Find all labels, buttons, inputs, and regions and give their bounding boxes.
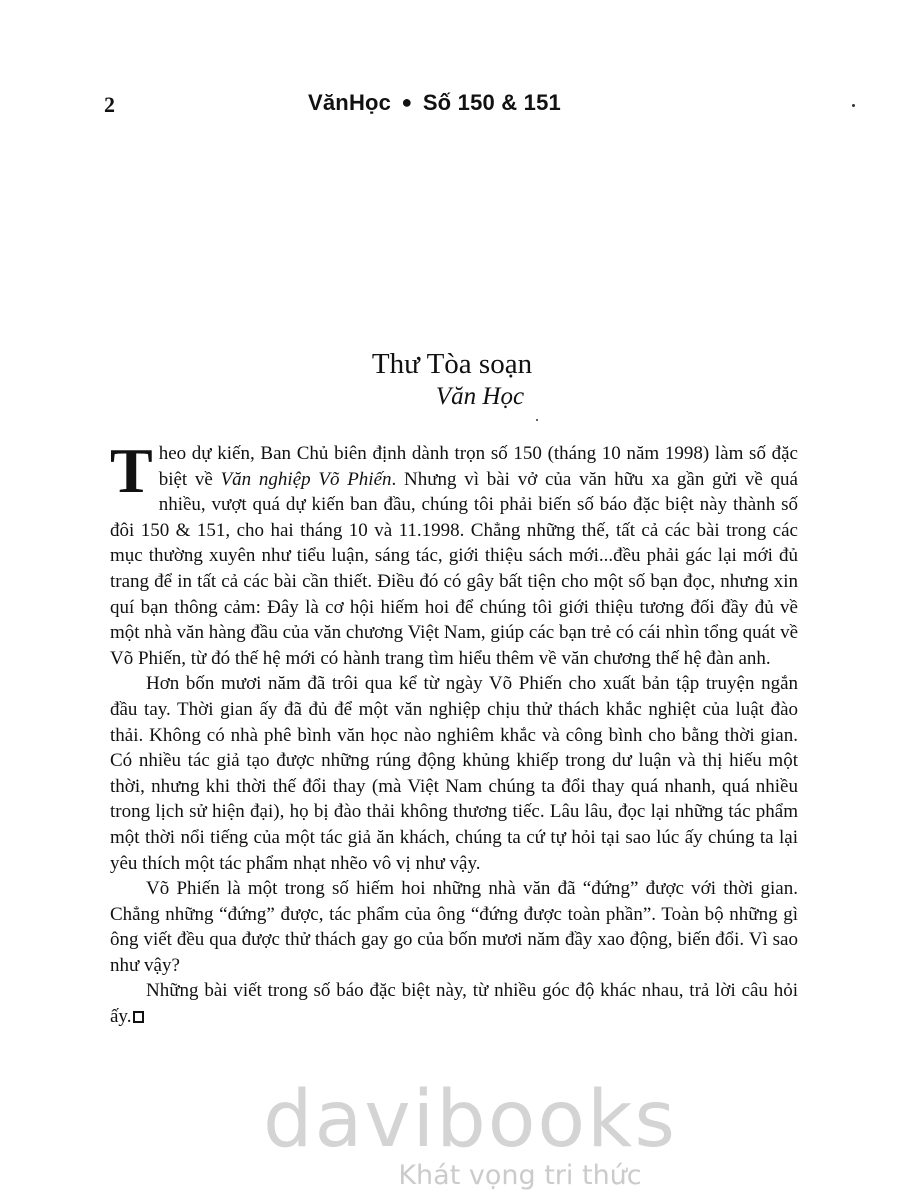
article-title: Thư Tòa soạn (371, 348, 533, 380)
issue-number: Số 150 & 151 (422, 90, 561, 115)
watermark (0, 1075, 900, 1192)
book-title: Văn nghiệp Võ Phiến (220, 468, 392, 490)
end-mark-icon (133, 1011, 144, 1023)
paragraph-3: Võ Phiến là một trong số hiếm hoi những nhà văn đã “đứng” được với thời gian. Chẳng những “đứng” được, tác phẩm của ông “đứng được toàn phần”. Toàn bộ những gì ông viết đều qua được thử thách gay go của bốn mươi năm đầy xao động, biến đổi. Vì sao như vậy? (110, 878, 798, 976)
paragraph-1-rest: . Nhưng vì bài vở của văn hữu xa gần gửi về quá nhiều, vượt quá dự kiến ban đầu, chúng tôi phải biến số báo đặc biệt này thành số đôi 150 & 151, cho hai tháng 10 và 11.1998. Chẳng những thế, tất cả các bài trong các mục thường xuyên như tiểu luận, sáng tác, giới thiệu sách mới...đều phải gác lại mới đủ trang để in tất cả các bài cần thiết. Điều đó có gây bất tiện cho một số bạn đọc, nhưng xin quí bạn thông cảm: Đây là cơ hội hiếm hoi để chúng tôi giới thiệu tương đối đầy đủ về một nhà văn hàng đầu của văn chương Việt Nam, giúp các bạn trẻ có cái nhìn tổng quát về Võ Phiến, từ đó thế hệ mới có hành trang tìm hiểu thêm về văn chương thế hệ đàn anh. (110, 468, 798, 669)
paragraph-4 (110, 978, 798, 1029)
article-body (110, 435, 798, 1030)
paragraph-2: Hơn bốn mươi năm đã trôi qua kể từ ngày Võ Phiến cho xuất bản tập truyện ngắn đầu tay. Thời gian ấy đã đủ để một văn nghiệp chịu thử thách khắc nghiệt của luật đào thải. Không có nhà phê bình văn học nào nghiêm khắc và công bình cho bằng thời gian. Có nhiều tác giả tạo được những rúng động khủng khiếp trong dư luận và thị hiếu một thời, nhưng khi thời thế đổi thay (mà Việt Nam chúng ta đổi thay quá nhanh, quá nhiều trong lịch sử hiện đại), họ bị đào thải không thương tiếc. Lâu lâu, đọc lại những tác phẩm một thời nổi tiếng của một tác giả ăn khách, chúng ta cứ tự hỏi tại sao lúc ấy chúng ta lại yêu thích một tác phẩm nhạt nhẽo vô vị như vậy. (110, 673, 798, 874)
bullet-icon: ● (401, 92, 413, 112)
paragraph-1 (110, 435, 798, 671)
paragraph-1-lead: heo dự kiến, Ban Chủ biên định dành trọn số 150 (tháng 10 năm 1998) làm số đặc biệt về (158, 443, 798, 490)
drop-cap: T (110, 435, 153, 506)
publication-name: VănHọc (308, 90, 392, 115)
scan-speck (536, 419, 538, 421)
watermark-tagline: Khát vọng tri thức (398, 1160, 642, 1191)
running-header (308, 90, 561, 116)
article-byline: Văn Học (435, 383, 525, 410)
watermark-brand: davibooks (263, 1075, 677, 1165)
title-block (0, 346, 900, 412)
page-number: 2 (104, 92, 115, 117)
paragraph-4-text: Những bài viết trong số báo đặc biệt này, từ nhiều góc độ khác nhau, trả lời câu hỏi ấy. (110, 980, 798, 1028)
scan-speck (852, 104, 855, 107)
